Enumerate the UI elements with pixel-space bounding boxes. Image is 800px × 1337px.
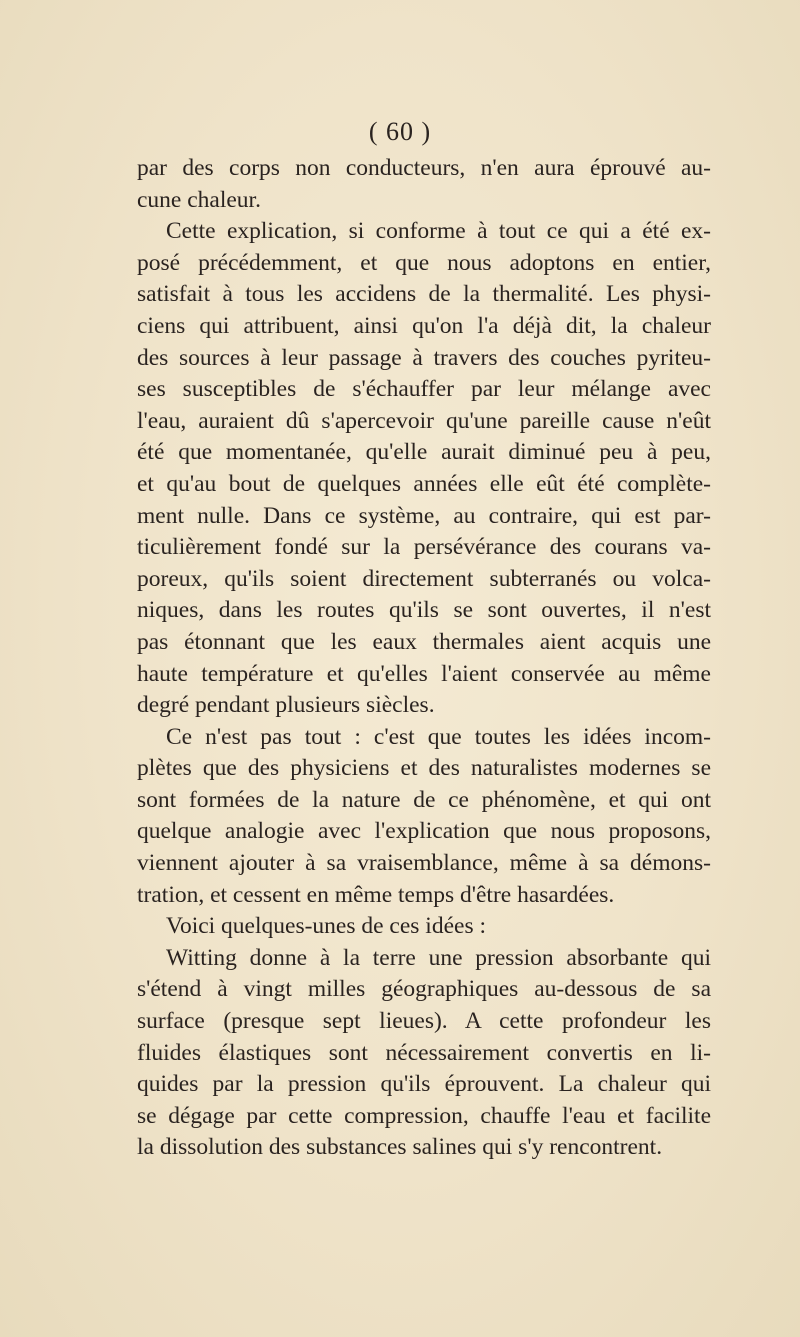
text-line: des sources à leur passage à travers des couches pyriteu- (137, 344, 711, 371)
text-line: se dégage par cette compression, chauffe l'eau et facilite (137, 1102, 711, 1129)
text-line: sont formées de la nature de ce phénomène, et qui ont (137, 786, 711, 813)
page-number: ( 60 ) (368, 117, 432, 146)
text-line: ment nulle. Dans ce système, au contraire, qui est par- (137, 502, 711, 529)
text-line: niques, dans les routes qu'ils se sont ouvertes, il n'est (137, 597, 711, 624)
text-line: surface (presque sept lieues). A cette profondeur les (137, 1008, 711, 1035)
text-line: viennent ajouter à sa vraisemblance, même à sa démons- (137, 850, 711, 877)
text-line: et qu'au bout de quelques années elle eût été complète- (137, 470, 711, 497)
text-line: quelque analogie avec l'explication que nous proposons, (137, 818, 711, 845)
text-line: Witting donne à la terre une pression absorbante qui (166, 944, 711, 971)
text-line: Voici quelques-unes de ces idées : (166, 913, 486, 940)
text-line: l'eau, auraient dû s'apercevoir qu'une pareille cause n'eût (137, 407, 711, 434)
text-line: ciens qui attribuent, ainsi qu'on l'a déjà dit, la chaleur (137, 312, 711, 339)
text-line: plètes que des physiciens et des naturalistes modernes se (137, 755, 711, 782)
text-line: Cette explication, si conforme à tout ce qui a été ex- (166, 218, 711, 245)
text-line: haute température et qu'elles l'aient conservée au même (137, 660, 711, 687)
text-line: s'étend à vingt milles géographiques au-dessous de sa (137, 976, 711, 1003)
text-line: Ce n'est pas tout : c'est que toutes les idées incom- (166, 723, 711, 750)
text-line: ses susceptibles de s'échauffer par leur mélange avec (137, 376, 711, 403)
text-line: fluides élastiques sont nécessairement convertis en li- (137, 1039, 711, 1066)
text-line: degré pendant plusieurs siècles. (137, 692, 435, 719)
text-line: cune chaleur. (137, 186, 261, 213)
text-line: été que momentanée, qu'elle aurait diminué peu à peu, (137, 439, 711, 466)
text-line: satisfait à tous les accidens de la thermalité. Les physi- (137, 281, 711, 308)
text-line: ticulièrement fondé sur la persévérance des courans va- (137, 534, 711, 561)
text-line: tration, et cessent en même temps d'être hasardées. (137, 881, 615, 908)
text-line: pas étonnant que les eaux thermales aient acquis une (137, 628, 711, 655)
text-line: par des corps non conducteurs, n'en aura éprouvé au- (137, 155, 711, 181)
text-line: poreux, qu'ils soient directement subterranés ou volca- (137, 565, 711, 592)
text-line: posé précédemment, et que nous adoptons en entier, (137, 249, 711, 276)
text-line: quides par la pression qu'ils éprouvent. La chaleur qui (137, 1071, 711, 1098)
body-text (137, 153, 711, 1164)
text-line: la dissolution des substances salines qui s'y rencontrent. (137, 1134, 663, 1161)
